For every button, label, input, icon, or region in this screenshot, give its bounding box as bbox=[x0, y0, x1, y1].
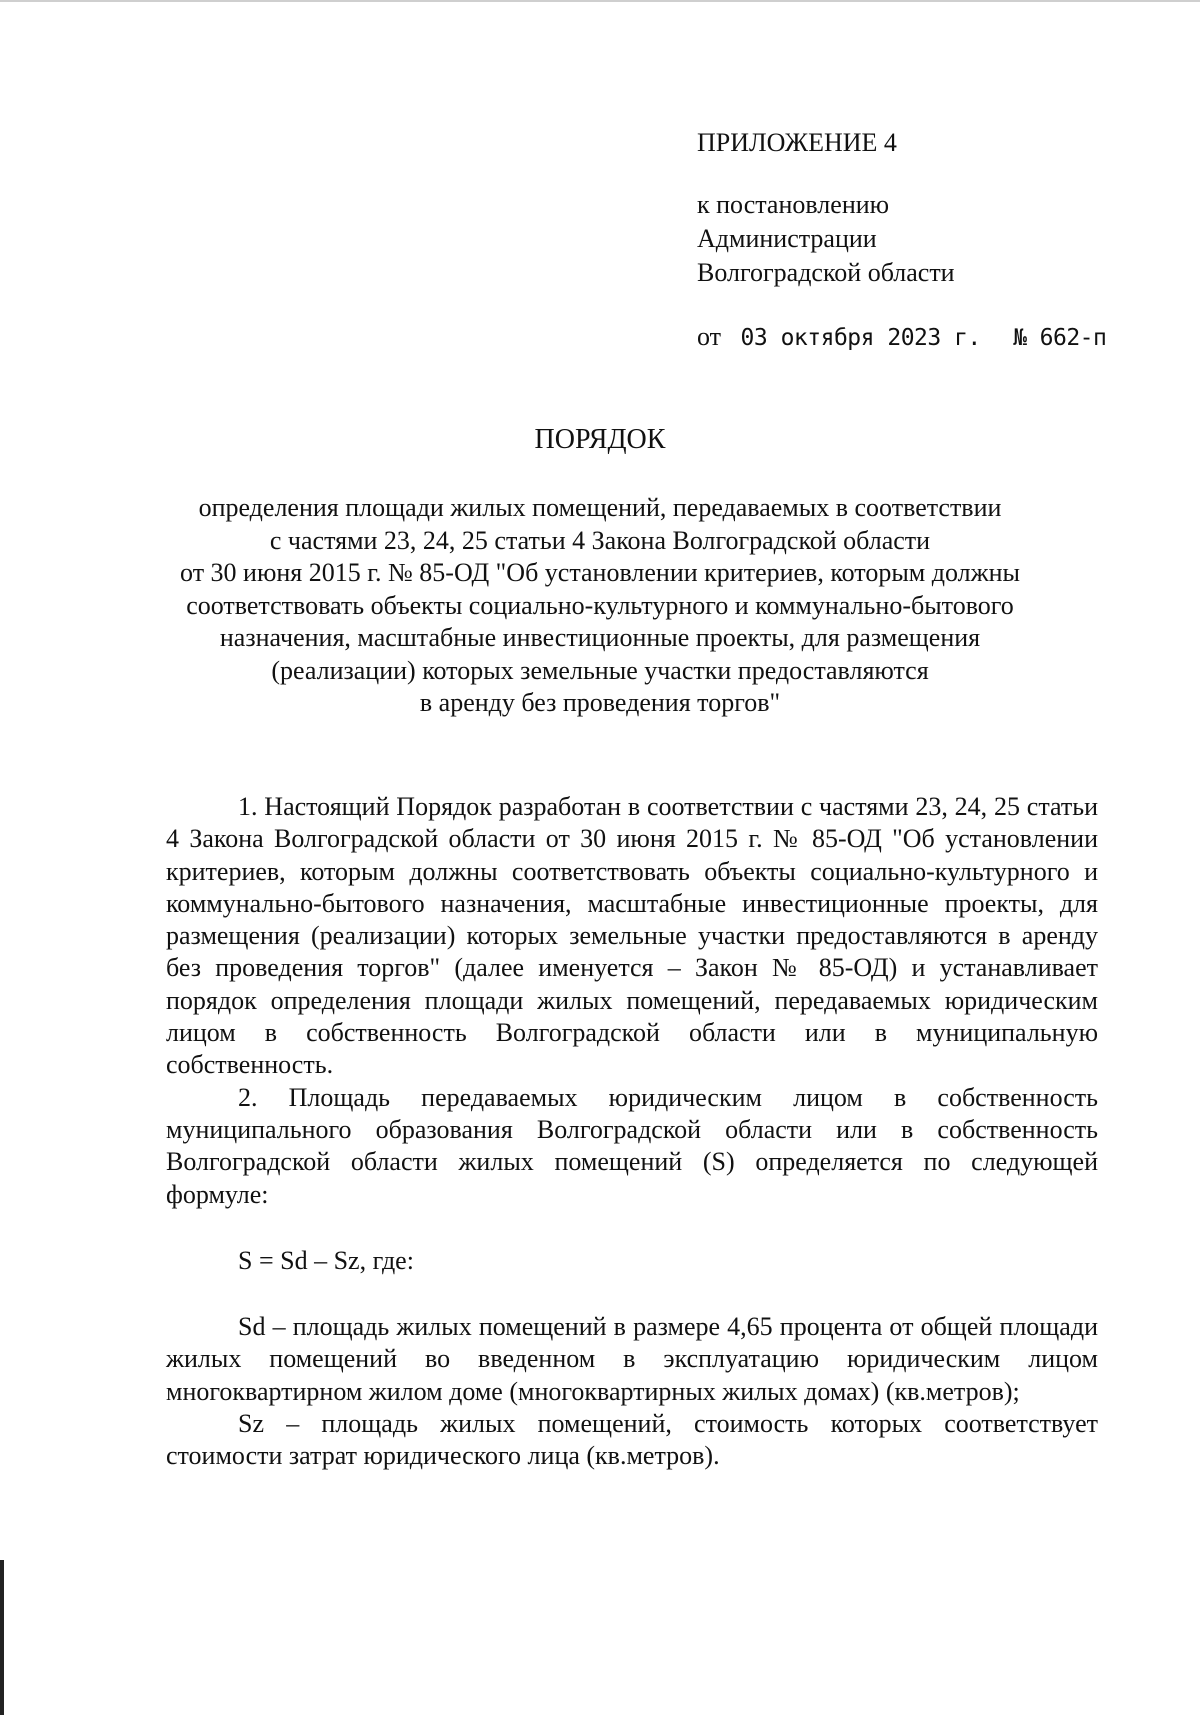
subtitle-line: с частями 23, 24, 25 статьи 4 Закона Волгоградской области bbox=[269, 525, 931, 555]
date-prefix: от bbox=[697, 322, 722, 351]
paragraph-1: 1. Настоящий Порядок разработан в соответствии с частями 23, 24, 25 статьи 4 Закона Волгоградской области от 30 июня 2015 г. № 85-ОД "Об установлении критериев, которым должны соответствовать объекты социально-культурного и коммунально-бытового назначения, масштабные инвестиционные проекты, для размещения (реализации) которых земельные участки предоставляются в аренду без проведения торгов" (далее именуется – Закон № 85-ОД) и устанавливает порядок определения площади жилых помещений, передаваемых юридическим лицом в собственность Волгоградской области или в муниципальную собственность. bbox=[166, 792, 1098, 1080]
scan-edge-top bbox=[0, 0, 1200, 2]
resolution-date: 03 октября 2023 г. bbox=[740, 325, 981, 351]
subtitle-line: от 30 июня 2015 г. № 85-ОД "Об установлении критериев, которым должны bbox=[180, 558, 1020, 587]
document-title: ПОРЯДОК bbox=[534, 424, 666, 455]
appendix-reference bbox=[697, 188, 1157, 290]
sd-definition: Sd – площадь жилых помещений в размере 4,65 процента от общей площади жилых помещений во введенном в эксплуатацию юридическим лицом многоквартирном жилом доме (многоквартирных жилых домах) (кв.метров); bbox=[166, 1312, 1098, 1406]
resolution-date-line bbox=[697, 320, 1157, 355]
number-label: № bbox=[1013, 325, 1027, 351]
paragraph-2: 2. Площадь передаваемых юридическим лицом в собственность муниципального образования Волгоградской области или в собственность Волгоградской области жилых помещений (S) определяется по следующей формуле: bbox=[166, 1082, 1098, 1209]
appendix-line-3: Волгоградской области bbox=[697, 258, 955, 287]
appendix-title: ПРИЛОЖЕНИЕ 4 bbox=[697, 128, 897, 157]
subtitle-line: определения площади жилых помещений, передаваемых в соответствии bbox=[198, 493, 1002, 522]
appendix-line-2: Администрации bbox=[697, 224, 877, 253]
area-formula: S = Sd – Sz, где: bbox=[238, 1245, 414, 1275]
subtitle-line: (реализации) которых земельные участки предоставляются bbox=[271, 655, 929, 685]
sz-definition: Sz – площадь жилых помещений, стоимость которых соответствует стоимости затрат юридического лица (кв.метров). bbox=[166, 1409, 1098, 1471]
subtitle-line: назначения, масштабные инвестиционные проекты, для размещения bbox=[219, 623, 981, 652]
scan-edge-left bbox=[0, 1560, 4, 1715]
subtitle-line: соответствовать объекты социально-культурного и коммунально-бытового bbox=[186, 590, 1014, 620]
resolution-number: 662-п bbox=[1039, 325, 1107, 351]
appendix-header bbox=[697, 126, 1157, 355]
appendix-line-1: к постановлению bbox=[697, 190, 890, 219]
document-body bbox=[166, 791, 1098, 1473]
document-subtitle bbox=[150, 492, 1050, 720]
subtitle-line: в аренду без проведения торгов" bbox=[419, 688, 781, 717]
